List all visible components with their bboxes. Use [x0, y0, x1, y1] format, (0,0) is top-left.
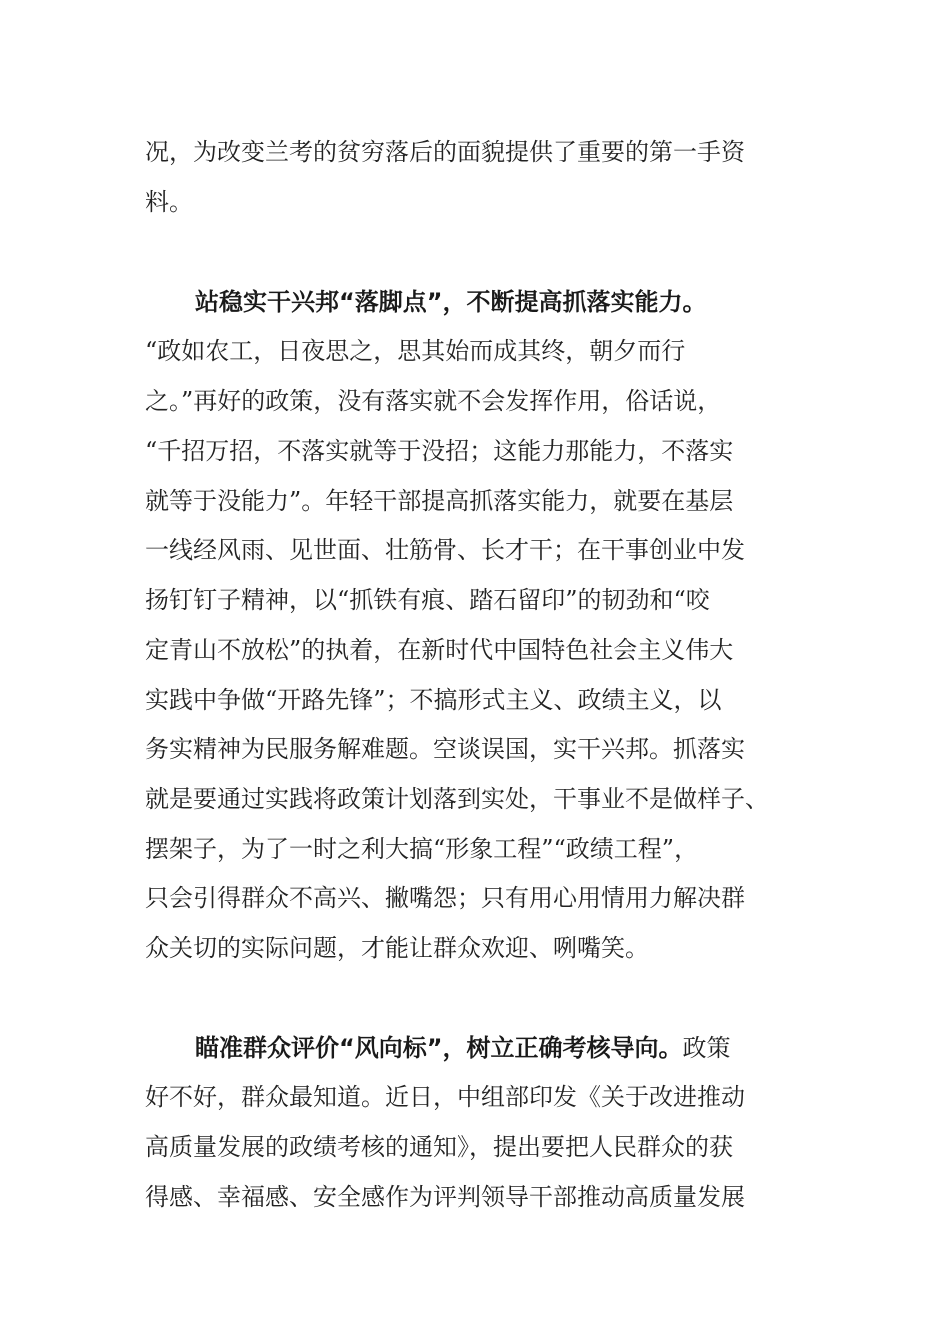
- body-text-line: 务实精神为民服务解难题。空谈误国，实干兴邦。抓落实: [145, 735, 745, 763]
- body-text-line: 一线经风雨、见世面、壮筋骨、长才干；在干事创业中发: [145, 536, 745, 564]
- body-text-line: 就等于没能力”。年轻干部提高抓落实能力，就要在基层: [145, 487, 734, 515]
- body-text-line: 好不好，群众最知道。近日，中组部印发《关于改进推动: [145, 1083, 745, 1111]
- body-text-line: 摆架子，为了一时之利大搞“形象工程”“政绩工程”，: [145, 835, 699, 863]
- body-text-line: 只会引得群众不高兴、撇嘴怨；只有用心用情用力解决群: [145, 884, 745, 912]
- body-text-line: 众关切的实际问题，才能让群众欢迎、咧嘴笑。: [145, 934, 649, 962]
- body-text-line: “政如农工，日夜思之，思其始而成其终，朝夕而行: [145, 337, 686, 365]
- section-heading: 站稳实干兴邦“落脚点”，不断提高抓落实能力。: [195, 288, 707, 316]
- body-text-line: “千招万招，不落实就等于没招；这能力那能力，不落实: [145, 437, 734, 465]
- body-text-line: 况，为改变兰考的贫穷落后的面貌提供了重要的第一手资: [145, 138, 745, 166]
- body-text-line: 定青山不放松”的执着，在新时代中国特色社会主义伟大: [145, 636, 734, 664]
- body-text-line: 高质量发展的政绩考核的通知》，提出要把人民群众的获: [145, 1133, 733, 1161]
- body-text-line: 实践中争做“开路先锋”；不搞形式主义、政绩主义，以: [145, 686, 722, 714]
- body-text-line: 之。”再好的政策，没有落实就不会发挥作用，俗话说，: [145, 387, 722, 415]
- section-heading-line: [195, 1033, 731, 1063]
- body-text-inline: 政策: [682, 1034, 731, 1062]
- body-text-line: 就是要通过实践将政策计划落到实处，干事业不是做样子、: [145, 785, 769, 813]
- section-heading: 瞄准群众评价“风向标”，树立正确考核导向。: [195, 1034, 683, 1062]
- body-text-line: 得感、幸福感、安全感作为评判领导干部推动高质量发展: [145, 1183, 745, 1211]
- body-text-line: 料。: [145, 188, 193, 216]
- body-text-line: 扬钉钉子精神，以“抓铁有痕、踏石留印”的韧劲和“咬: [145, 586, 710, 614]
